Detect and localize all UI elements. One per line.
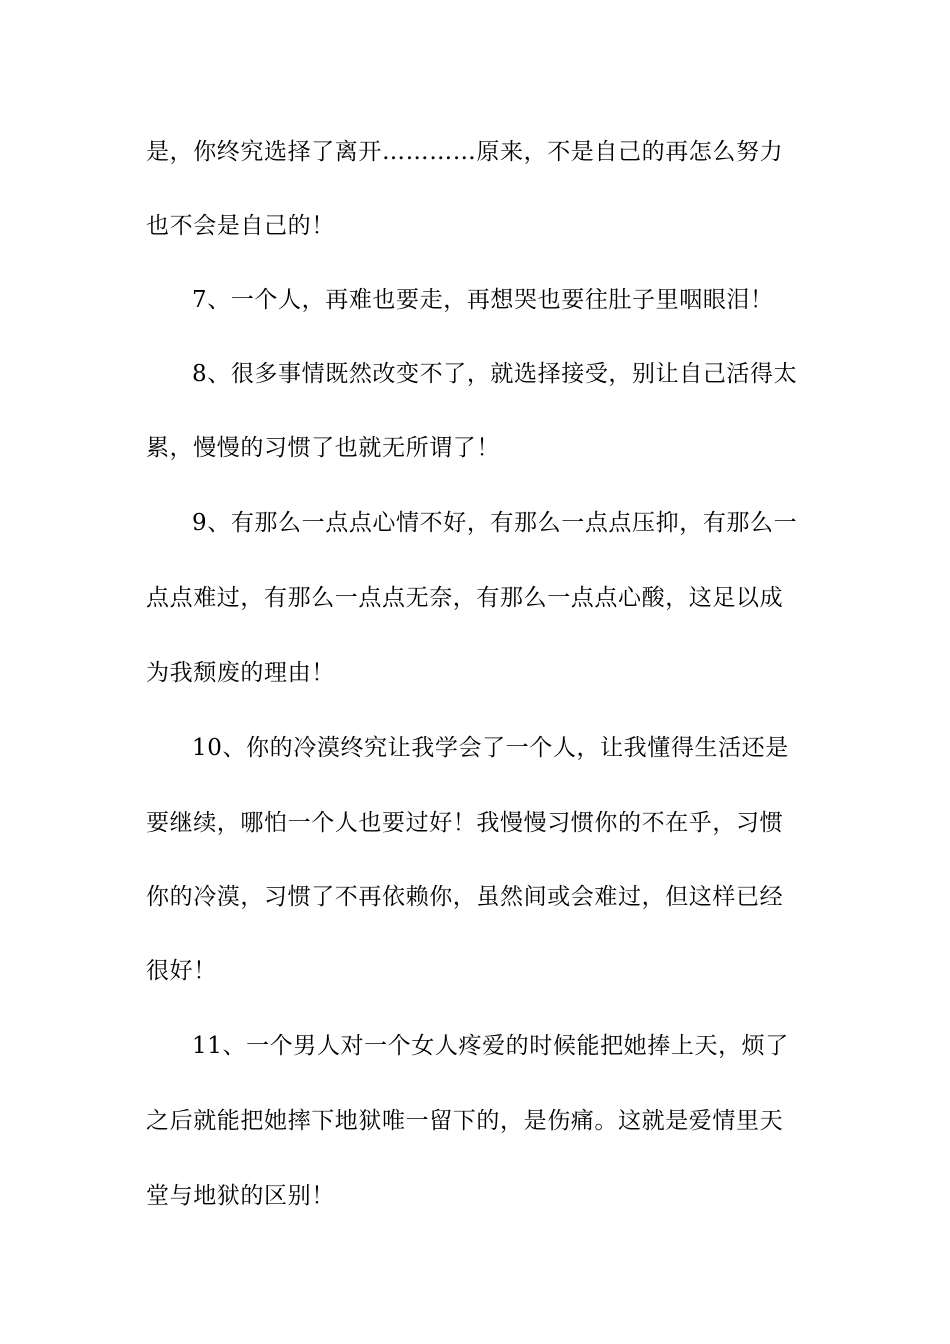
text-line: 点点难过，有那么一点点无奈，有那么一点点心酸，这足以成 [146,585,784,611]
text-line: 累，慢慢的习惯了也就无所谓了！ [146,435,500,461]
text-line: 你的冷漠，习惯了不再依赖你，虽然间或会难过，但这样已经 [146,884,784,910]
text-line: 之后就能把她摔下地狱唯一留下的，是伤痛。这就是爱情里天 [146,1108,784,1134]
text-line: 要继续，哪怕一个人也要过好！我慢慢习惯你的不在乎，习惯 [146,810,784,836]
text-line: 是，你终究选择了离开…………原来，不是自己的再怎么努力 [146,139,784,165]
text-line: 7、一个人，再难也要走，再想哭也要往肚子里咽眼泪！ [192,287,774,313]
text-line: 也不会是自己的！ [146,213,335,239]
text-line: 为我颓废的理由！ [146,660,335,686]
text-line: 10、你的冷漠终究让我学会了一个人，让我懂得生活还是 [192,735,789,761]
text-line: 11、一个男人对一个女人疼爱的时候能把她捧上天，烦了 [192,1033,789,1059]
text-line: 很好！ [146,958,217,984]
text-line: 9、有那么一点点心情不好，有那么一点点压抑，有那么一 [192,510,798,536]
text-line: 堂与地狱的区别！ [146,1183,335,1209]
text-line: 8、很多事情既然改变不了，就选择接受，别让自己活得太 [192,361,798,387]
